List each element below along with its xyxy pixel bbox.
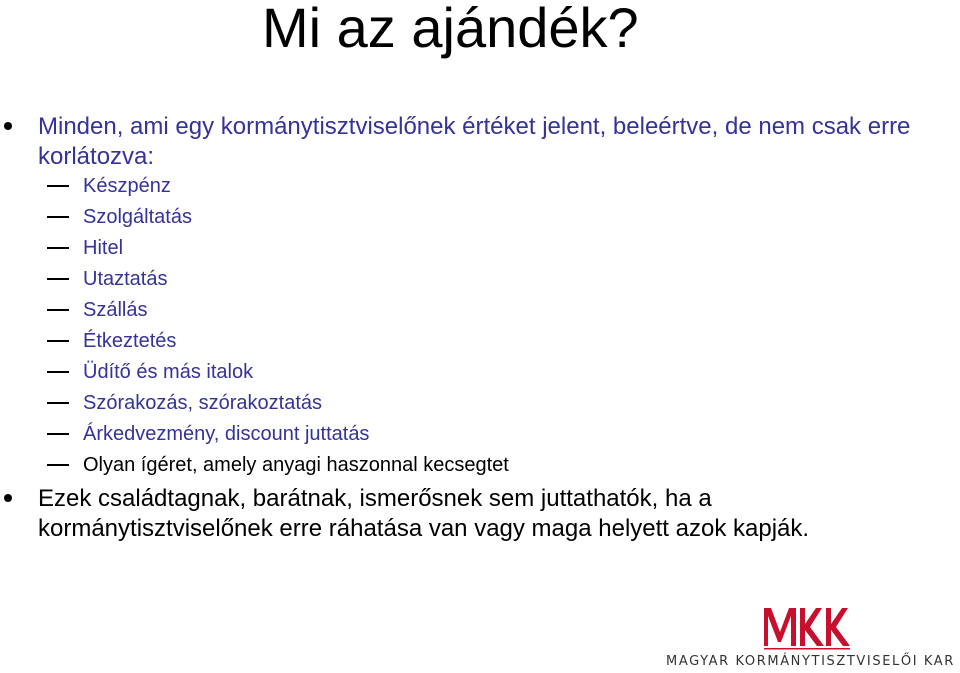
slide-title: Mi az ajándék?	[262, 0, 639, 59]
dash-icon	[47, 185, 69, 187]
bullet-dot-icon	[4, 494, 12, 502]
dash-icon	[47, 464, 69, 466]
bullet-text: Ezek családtagnak, barátnak, ismerősnek sem juttathatók, ha a kormánytisztviselőnek erre ráhatása van vagy maga helyett azok kapják.	[38, 485, 810, 542]
dash-icon	[47, 402, 69, 404]
dash-icon	[47, 278, 69, 280]
slide: Mi az ajándék? Minden, ami egy kormánytisztviselőnek értéket jelent, beleértve, de nem csak erre korlátozva: Készpénz Szolgáltatás Hitel Utaztatás Szállás Étkeztetés Üdítő és más italok Szórakozás, szórakoztatás Árkedvezmény, discount juttatás Olyan ígéret, amely anyagi haszonnal kecsegtet Ezek családtagnak, barátnak, ismerősnek sem juttathatók, ha a kormánytisztviselőnek erre ráhatása van vagy maga helyett azok kapják. MAGYAR KORMÁNYTISZTVISELŐI KAR	[0, 0, 960, 673]
bullet-dot-icon	[4, 122, 12, 130]
bullet-text: Minden, ami egy kormánytisztviselőnek értéket jelent, beleértve, de nem csak erre korlátozva:	[38, 113, 911, 170]
organization-logo	[664, 602, 960, 673]
mkk-logo-icon	[762, 602, 862, 652]
dash-icon	[47, 216, 69, 218]
dash-icon	[47, 247, 69, 249]
dash-icon	[47, 309, 69, 311]
organization-name: MAGYAR KORMÁNYTISZTVISELŐI KAR	[666, 654, 955, 669]
dash-icon	[47, 340, 69, 342]
dash-icon	[47, 371, 69, 373]
dash-icon	[47, 433, 69, 435]
